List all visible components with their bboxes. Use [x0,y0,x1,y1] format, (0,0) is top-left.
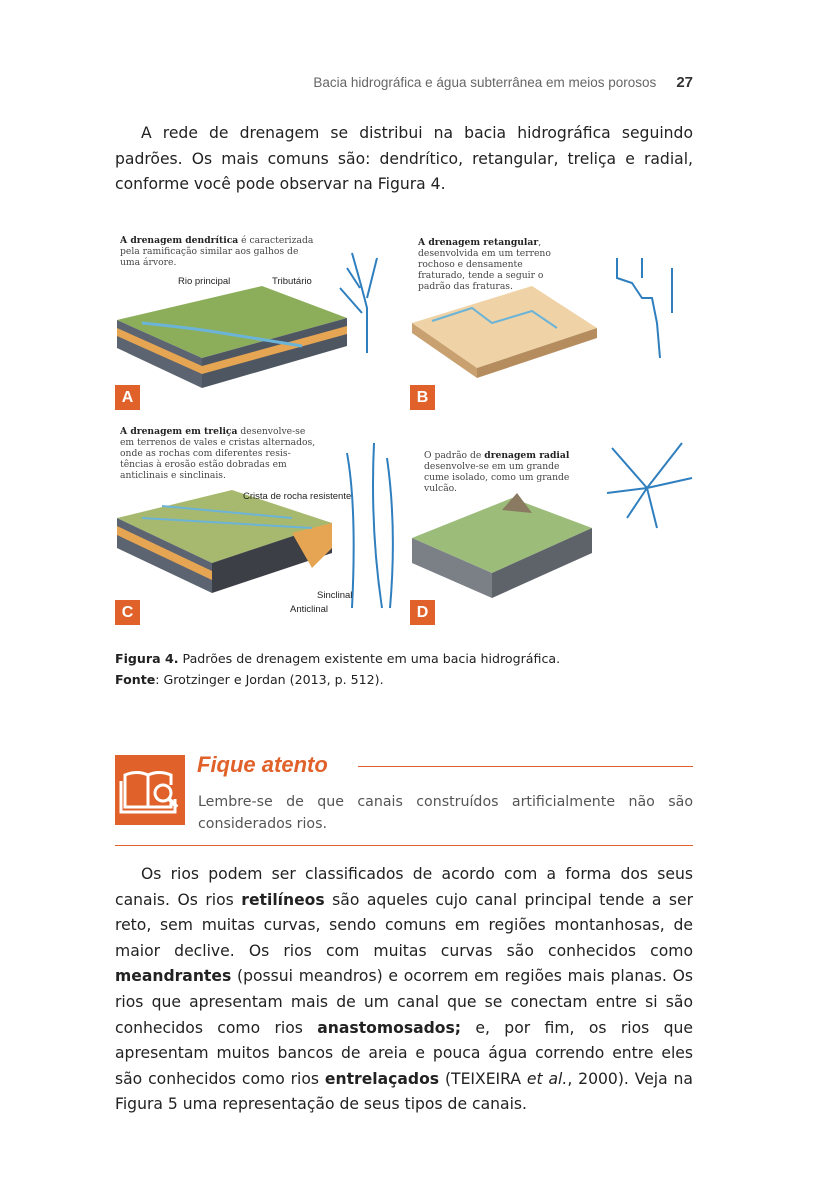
caption-d-bold: drenagem radial [484,450,570,461]
dendritic-block [117,253,377,388]
caption-c [120,426,320,481]
et-al: et al. [526,1069,568,1088]
term-retilineos: retilíneos [241,890,325,909]
intro-paragraph: A rede de drenagem se distribui na bacia hidrográfica seguindo padrões. Os mais comuns são: dendrítico, retangular, treliça e radial, conforme você pode observar na Figura 4. [115,124,693,194]
label-sinclinal: Sinclinal [317,590,353,601]
text: (possui meandros) e ocorrem em regiões mais planas. Os rios que apresentam mais de um canal que se conectam entre si são conhecidos como rios [115,967,693,1037]
figure-caption [115,648,560,690]
caption-d [424,450,574,494]
body-paragraph [115,862,693,1118]
source-label: Fonte [115,672,156,687]
label-crista: Crista de rocha resistente [243,491,352,502]
running-title: Bacia hidrográfica e água subterrânea em meios porosos [313,75,657,90]
text: (TEIXEIRA [439,1069,527,1088]
page-number: 27 [676,74,693,91]
tag-a: A [115,385,140,410]
book-magnifier-icon [115,755,185,825]
source-text: : Grotzinger e Jordan (2013, p. 512). [155,672,384,687]
caption-a [120,235,320,268]
callout-title-rule [358,766,693,767]
text: Os rios podem ser classificados de acordo com a forma dos seus canais. Os rios [115,865,693,909]
label-tributario: Tributário [272,276,312,287]
caption-c-text: desenvolve-se em terrenos de vales e cristas alternados, onde as rochas com diferentes resis-tências à erosão estão dobradas em anticlinais e sinclinais. [120,426,316,481]
caption-c-bold: A drenagem em treliça [120,426,238,437]
caption-text: Padrões de drenagem existente em uma bacia hidrográfica. [178,651,561,666]
term-entrelacados: entrelaçados [324,1069,440,1088]
caption-b [418,237,558,292]
caption-b-text: , desenvolvida em um terreno rochoso e densamente fraturado, tende a seguir o padrão das fraturas. [418,237,551,292]
running-header [0,74,693,91]
caption-line [115,648,560,669]
source-line [115,669,560,690]
figure-4 [112,228,702,628]
text: são aqueles cujo canal principal tende a ser reto, sem muitas curvas, sendo comuns em regiões montanhosas, de maior declive. Os rios com muitas curvas são conhecidos como [115,890,693,960]
callout-text: Lembre-se de que canais construídos artificialmente não são considerados rios. [198,794,693,832]
term-meandrantes: meandrantes [115,967,232,986]
caption-d-text: desenvolve-se em um grande cume isolado, como um grande vulcão. [424,461,570,494]
caption-d-pre: O padrão de [424,450,485,461]
tag-d: D [410,600,435,625]
callout-title: Fique atento [197,752,328,777]
label-anticlinal: Anticlinal [290,604,329,615]
text: , 2000). Veja na Figura 5 uma representação de seus tipos de canais. [115,1069,693,1114]
tag-b: B [410,385,435,410]
text: e, por fim, os rios que apresentam muitos bancos de areia e pouca água correndo entre eles são conhecidos como rios [115,1018,693,1088]
caption-a-text: é caracterizada pela ramificação similar aos galhos de uma árvore. [120,235,314,268]
caption-label: Figura 4. [115,651,179,666]
label-rio-principal: Rio principal [178,276,231,287]
caption-a-bold: A drenagem dendrítica [120,235,239,246]
caption-b-bold: A drenagem retangular [418,237,539,248]
callout-bottom-rule [115,845,693,846]
term-anastomosados: anastomosados; [317,1018,462,1037]
tag-c: C [115,600,140,625]
